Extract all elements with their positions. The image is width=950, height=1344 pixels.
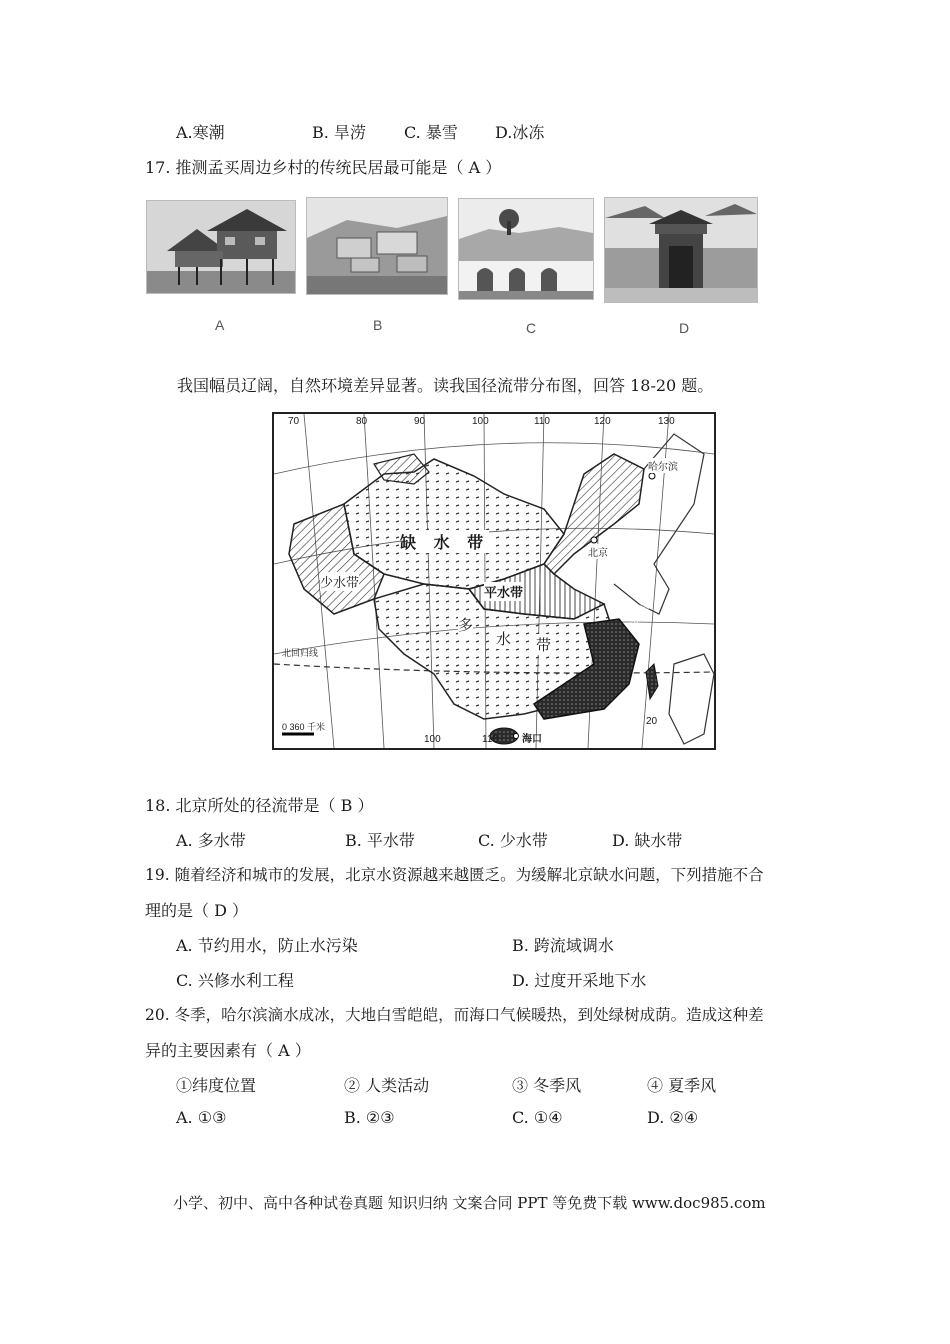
tropic-label: 北回归线 (282, 648, 319, 658)
zone-label-abundant-1: 多 (458, 616, 474, 634)
q18-option-b: B. 平水带 (345, 831, 415, 850)
q16-option-d: D.冰冻 (495, 123, 545, 142)
q20-factor-1: ①纬度位置 (176, 1076, 257, 1095)
photo-label-d: D (679, 320, 690, 336)
q19-option-b: B. 跨流域调水 (512, 936, 614, 955)
city-label-harbin: 哈尔滨 (648, 458, 678, 473)
scale-label: 0 360 千米 (282, 722, 326, 732)
zone-label-normal: 平水带 (484, 582, 523, 601)
q19-stem-line1: 19. 随着经济和城市的发展，北京水资源越来越匮乏。为缓解北京缺水问题，下列措施不合 (145, 866, 764, 884)
q17-stem: 17. 推测孟买周边乡村的传统民居最可能是（ A ） (145, 158, 502, 177)
photo-flat-roof-houses (306, 197, 448, 295)
photo-label-c: C (526, 320, 537, 336)
zone-label-scarce: 缺 水 带 (400, 530, 489, 553)
lon-label-80: 80 (356, 416, 368, 427)
zone-label-abundant-3: 带 (536, 636, 552, 654)
photo-stilt-house (146, 200, 296, 294)
page-footer: 小学、初中、高中各种试卷真题 知识归纳 文案合同 PPT 等免费下载 www.doc985.com (173, 1194, 766, 1212)
q20-option-a: A. ①③ (176, 1108, 227, 1127)
q19-stem-line2: 理的是（ D ） (145, 901, 249, 920)
lat-label-20: 20 (646, 716, 658, 727)
q18-option-a: A. 多水带 (176, 831, 246, 850)
photo-cave-dwelling (458, 198, 594, 300)
q20-option-b: B. ②③ (344, 1108, 395, 1127)
q20-factor-4: ④ 夏季风 (647, 1076, 717, 1095)
q16-option-b: B. 旱涝 (312, 123, 366, 142)
q20-stem-line1: 20. 冬季，哈尔滨滴水成冰，大地白雪皑皑，而海口气候暖热，到处绿树成荫。造成这种差 (145, 1006, 764, 1024)
city-label-beijing: 北京 (588, 544, 608, 559)
lon-label-120: 120 (594, 416, 611, 427)
q18-option-d: D. 缺水带 (612, 831, 683, 850)
runoff-zone-map (272, 412, 716, 750)
q20-factor-3: ③ 冬季风 (512, 1076, 582, 1095)
q20-option-d: D. ②④ (647, 1108, 699, 1127)
lon-label-bottom-100: 100 (424, 734, 441, 745)
section-intro: 我国幅员辽阔，自然环境差异显著。读我国径流带分布图，回答 18-20 题。 (177, 376, 714, 395)
zone-label-very-abundant: 丰水带 (625, 598, 654, 634)
lon-label-110: 110 (534, 416, 550, 427)
q18-stem: 18. 北京所处的径流带是（ B ） (145, 796, 374, 815)
q19-option-a: A. 节约用水，防止水污染 (176, 936, 358, 955)
q16-option-a: A.寒潮 (176, 123, 225, 142)
zone-label-abundant-2: 水 (496, 630, 512, 648)
zone-label-less: 少水带 (320, 572, 359, 591)
q16-option-c: C. 暴雪 (404, 123, 458, 142)
city-label-haikou: 海口 (522, 734, 542, 745)
lon-label-90: 90 (414, 416, 426, 427)
lon-label-130: 130 (658, 416, 675, 427)
photo-courtyard-house (604, 197, 758, 303)
q20-factor-2: ② 人类活动 (344, 1076, 430, 1095)
q20-stem-line2: 异的主要因素有（ A ） (145, 1041, 311, 1060)
q18-option-c: C. 少水带 (478, 831, 548, 850)
taiwan-island (646, 664, 658, 699)
photo-label-a: A (215, 317, 225, 333)
lon-label-bottom-110: 110 (482, 734, 498, 745)
lon-label-70: 70 (288, 416, 300, 427)
photo-label-b: B (373, 317, 383, 333)
q19-option-c: C. 兴修水利工程 (176, 971, 294, 990)
lon-label-100: 100 (472, 416, 489, 427)
q20-option-c: C. ①④ (512, 1108, 563, 1127)
q19-option-d: D. 过度开采地下水 (512, 971, 647, 990)
